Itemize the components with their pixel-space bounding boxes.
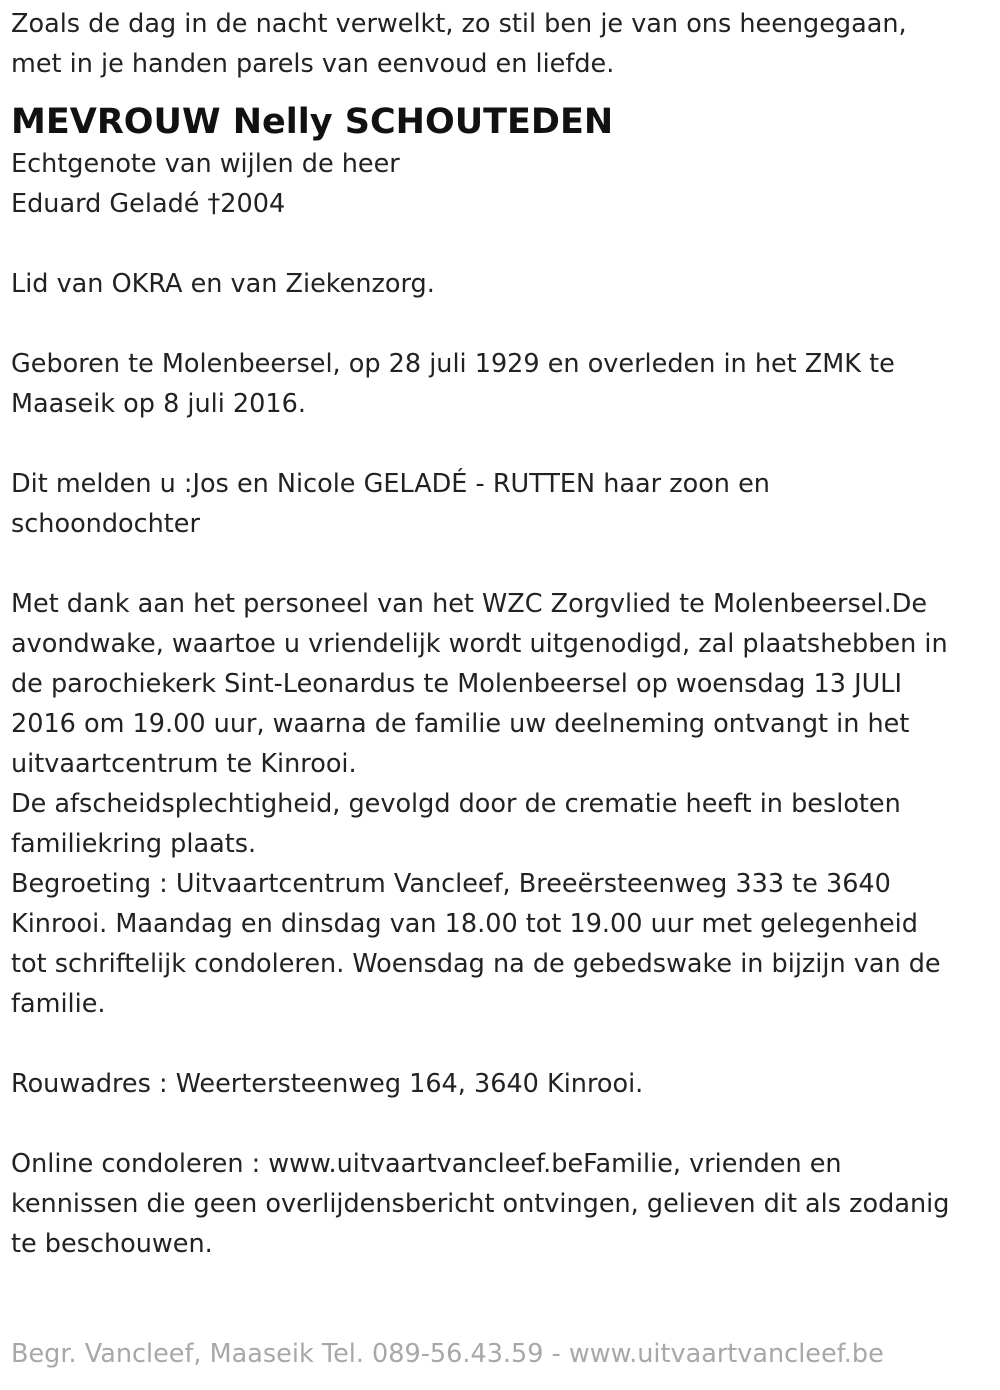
spouse-info [11,144,991,224]
details-line: familie. [11,989,106,1019]
poem-line: met in je handen parels van eenvoud en liefde. [11,49,615,79]
spouse-line: Eduard Geladé †2004 [11,189,286,219]
spacer [11,1104,991,1144]
spouse-line: Echtgenote van wijlen de heer [11,149,400,179]
details-line: avondwake, waartoe u vriendelijk wordt uitgenodigd, zal plaatshebben in [11,629,948,659]
details-line: familiekring plaats. [11,829,257,859]
details-line: Met dank aan het personeel van het WZC Zorgvlied te Molenbeersel.De [11,589,928,619]
announced-by [11,464,991,544]
birth-death-info [11,344,991,424]
spacer [11,424,991,464]
obituary-notice [11,4,991,1264]
details-line: Begroeting : Uitvaartcentrum Vancleef, Breeërsteenweg 333 te 3640 [11,869,891,899]
birth-death-line: Maaseik op 8 juli 2016. [11,389,306,419]
details-line: De afscheidsplechtigheid, gevolgd door de crematie heeft in besloten [11,789,901,819]
mourning-address: Rouwadres : Weertersteenweg 164, 3640 Kinrooi. [11,1069,644,1099]
details-line: tot schriftelijk condoleren. Woensdag na de gebedswake in bijzijn van de [11,949,941,979]
details-line: uitvaartcentrum te Kinrooi. [11,749,357,779]
details-line: de parochiekerk Sint-Leonardus te Molenbeersel op woensdag 13 JULI [11,669,903,699]
poem [11,4,991,84]
online-line: te beschouwen. [11,1229,213,1259]
poem-line: Zoals de dag in de nacht verwelkt, zo stil ben je van ons heengegaan, [11,9,907,39]
spacer [11,304,991,344]
spacer [11,1024,991,1064]
online-line: kennissen die geen overlijdensbericht ontvingen, gelieven dit als zodanig [11,1189,950,1219]
announced-by-line: Dit melden u :Jos en Nicole GELADÉ - RUTTEN haar zoon en [11,469,770,499]
spacer [11,544,991,584]
footer-contact: Begr. Vancleef, Maaseik Tel. 089-56.43.59 - www.uitvaartvancleef.be [11,1339,884,1369]
membership-text: Lid van OKRA en van Ziekenzorg. [11,269,435,299]
birth-death-line: Geboren te Molenbeersel, op 28 juli 1929 en overleden in het ZMK te [11,349,895,379]
details-line: Kinrooi. Maandag en dinsdag van 18.00 tot 19.00 uur met gelegenheid [11,909,918,939]
online-line: Online condoleren : www.uitvaartvancleef.beFamilie, vrienden en [11,1149,842,1179]
details-line: 2016 om 19.00 uur, waarna de familie uw deelneming ontvangt in het [11,709,910,739]
spacer [11,224,991,264]
announced-by-line: schoondochter [11,509,200,539]
ceremony-details [11,584,991,1024]
deceased-name: MEVROUW Nelly SCHOUTEDEN [11,102,614,142]
online-condolences [11,1144,991,1264]
